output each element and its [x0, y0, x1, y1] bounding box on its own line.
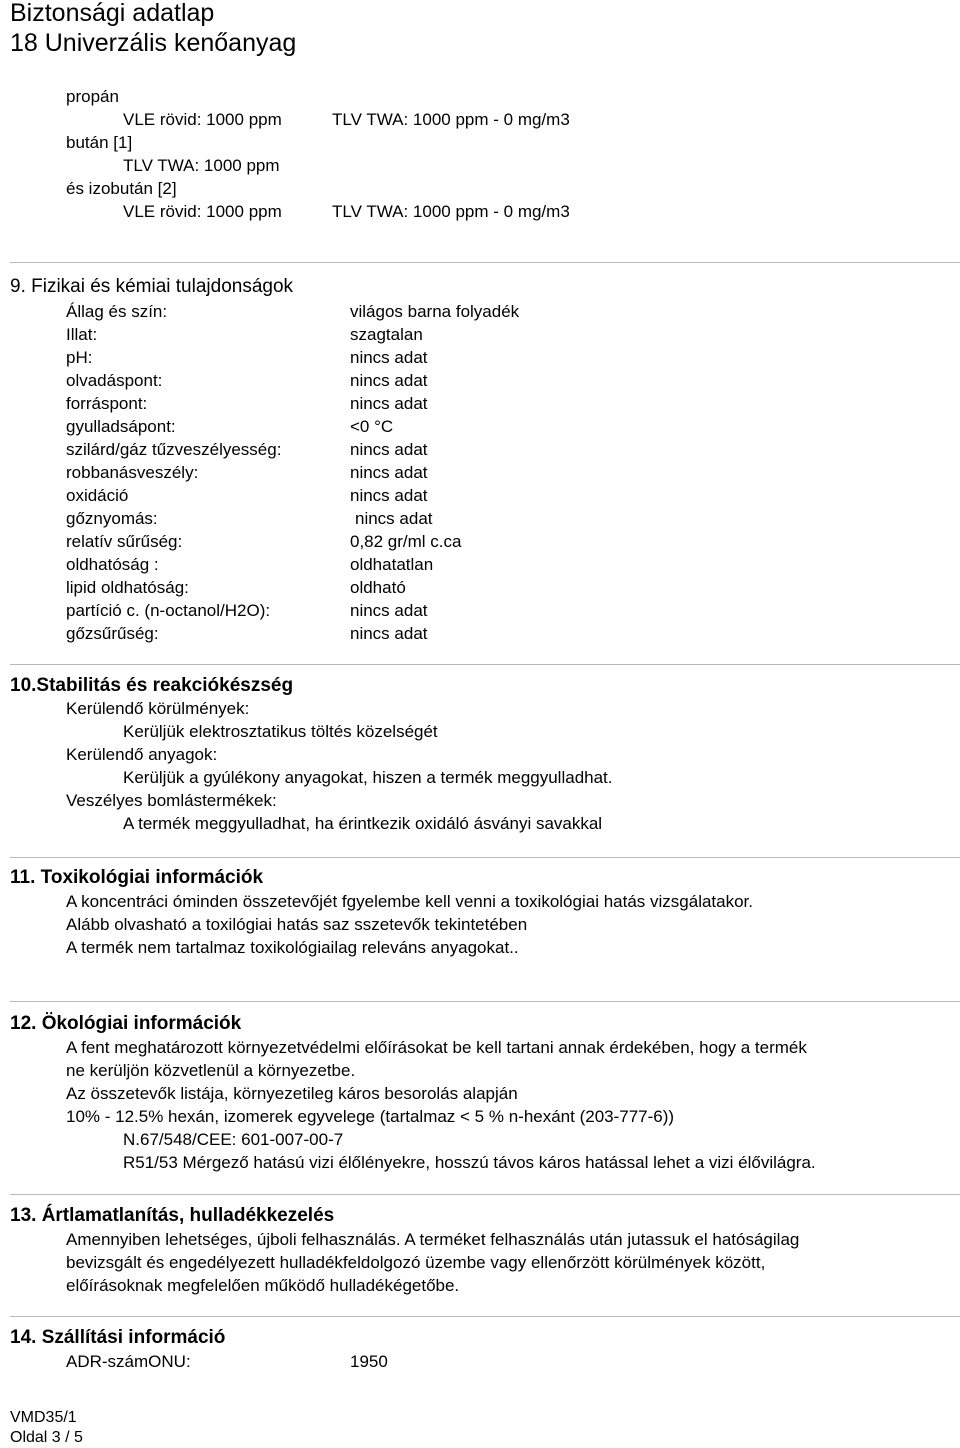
section-divider: [10, 1001, 960, 1002]
property-label: gőzsűrűség:: [66, 624, 159, 643]
document-code: VMD35/1: [10, 1409, 77, 1426]
property-value: nincs adat: [350, 371, 428, 390]
ecology-line: ne kerüljön közvetlenül a környezetbe.: [66, 1061, 356, 1080]
avoid-conditions-text: Kerüljük elektrosztatikus töltés közelségét: [123, 722, 438, 741]
section-12-title: 12. Ökológiai információk: [10, 1013, 242, 1034]
avoid-materials-text: Kerüljük a gyúlékony anyagokat, hiszen a termék meggyulladhat.: [123, 768, 613, 787]
ecology-risk-phrase: R51/53 Mérgező hatású vizi élőlényekre, hosszú távos káros hatással lehet a vizi élővilágra.: [123, 1153, 816, 1172]
property-value: szagtalan: [350, 325, 423, 344]
propane-tlv: TLV TWA: 1000 ppm - 0 mg/m3: [332, 110, 570, 129]
property-value: nincs adat: [350, 624, 428, 643]
disposal-line: bevizsgált és engedélyezett hulladékfeldolgozó üzembe vagy ellenőrzött körülmények között,: [66, 1253, 766, 1272]
propane-vle: VLE rövid: 1000 ppm: [123, 110, 282, 129]
section-divider: [10, 664, 960, 665]
isobutane-name: és izobután [2]: [66, 179, 177, 198]
property-value: nincs adat: [350, 463, 428, 482]
property-label: gőznyomás:: [66, 509, 158, 528]
section-14-title: 14. Szállítási információ: [10, 1327, 226, 1348]
property-value: nincs adat: [350, 394, 428, 413]
property-value: <0 °C: [350, 417, 394, 436]
section-divider: [10, 857, 960, 858]
product-name: 18 Univerzális kenőanyag: [10, 29, 297, 57]
property-label: relatív sűrűség:: [66, 532, 183, 551]
toxicology-line: Alább olvasható a toxilógiai hatás saz sszetevők tekintetében: [66, 915, 528, 934]
disposal-line: Amennyiben lehetséges, újboli felhasználás. A terméket felhasználás után jutassuk el hatóságilag: [66, 1230, 800, 1249]
propane-name: propán: [66, 87, 119, 106]
isobutane-tlv: TLV TWA: 1000 ppm - 0 mg/m3: [332, 202, 570, 221]
page-number: Oldal 3 / 5: [10, 1429, 83, 1446]
ecology-line: 10% - 12.5% hexán, izomerek egyvelege (tartalmaz < 5 % n-hexánt (203-777-6)): [66, 1107, 675, 1126]
avoid-materials-label: Kerülendő anyagok:: [66, 745, 218, 764]
butane-tlv: TLV TWA: 1000 ppm: [123, 156, 280, 175]
property-label: olvadáspont:: [66, 371, 163, 390]
avoid-conditions-label: Kerülendő körülmények:: [66, 699, 250, 718]
toxicology-line: A koncentráci óminden összetevőjét fgyelembe kell venni a toxikológiai hatás vizsgálatakor.: [66, 892, 753, 911]
property-value: nincs adat: [350, 486, 428, 505]
property-label: robbanásveszély:: [66, 463, 199, 482]
section-11-title: 11. Toxikológiai információk: [10, 867, 264, 888]
property-label: szilárd/gáz tűzveszélyesség:: [66, 440, 282, 459]
property-value: nincs adat: [350, 440, 428, 459]
isobutane-vle: VLE rövid: 1000 ppm: [123, 202, 282, 221]
property-value: oldhatatlan: [350, 555, 434, 574]
disposal-line: előírásoknak megfelelően működő hulladékégetőbe.: [66, 1276, 460, 1295]
property-value: nincs adat: [350, 601, 428, 620]
toxicology-line: A termék nem tartalmaz toxikológiailag releváns anyagokat..: [66, 938, 519, 957]
ecology-reference: N.67/548/CEE: 601-007-00-7: [123, 1130, 344, 1149]
section-divider: [10, 1194, 960, 1195]
ecology-line: A fent meghatározott környezetvédelmi előírásokat be kell tartani annak érdekében, hogy a termék: [66, 1038, 807, 1057]
hazardous-products-text: A termék meggyulladhat, ha érintkezik oxidáló ásványi savakkal: [123, 814, 603, 833]
document-title: Biztonsági adatlap: [10, 0, 215, 27]
section-9-title: 9. Fizikai és kémiai tulajdonságok: [10, 276, 294, 297]
property-value: oldható: [350, 578, 406, 597]
property-label: gyulladsápont:: [66, 417, 176, 436]
property-label: pH:: [66, 348, 93, 367]
property-value: nincs adat: [350, 348, 428, 367]
butane-name: bután [1]: [66, 133, 133, 152]
property-label: forráspont:: [66, 394, 148, 413]
section-13-title: 13. Ártlamatlanítás, hulladékkezelés: [10, 1205, 335, 1226]
property-label: Illat:: [66, 325, 98, 344]
property-label: oxidáció: [66, 486, 129, 505]
hazardous-products-label: Veszélyes bomlástermékek:: [66, 791, 277, 810]
adr-number-value: 1950: [350, 1352, 388, 1371]
property-value: 0,82 gr/ml c.ca: [350, 532, 462, 551]
property-value: világos barna folyadék: [350, 302, 520, 321]
property-label: lipid oldhatóság:: [66, 578, 189, 597]
section-divider: [10, 262, 960, 263]
property-label: Állag és szín:: [66, 302, 168, 321]
section-10-title: 10.Stabilitás és reakciókészség: [10, 675, 294, 696]
property-label: oldhatóság :: [66, 555, 159, 574]
section-divider: [10, 1316, 960, 1317]
adr-number-label: ADR-számONU:: [66, 1352, 191, 1371]
property-label: partíció c. (n-octanol/H2O):: [66, 601, 271, 620]
property-value: nincs adat: [355, 509, 433, 528]
ecology-line: Az összetevők listája, környezetileg káros besorolás alapján: [66, 1084, 518, 1103]
